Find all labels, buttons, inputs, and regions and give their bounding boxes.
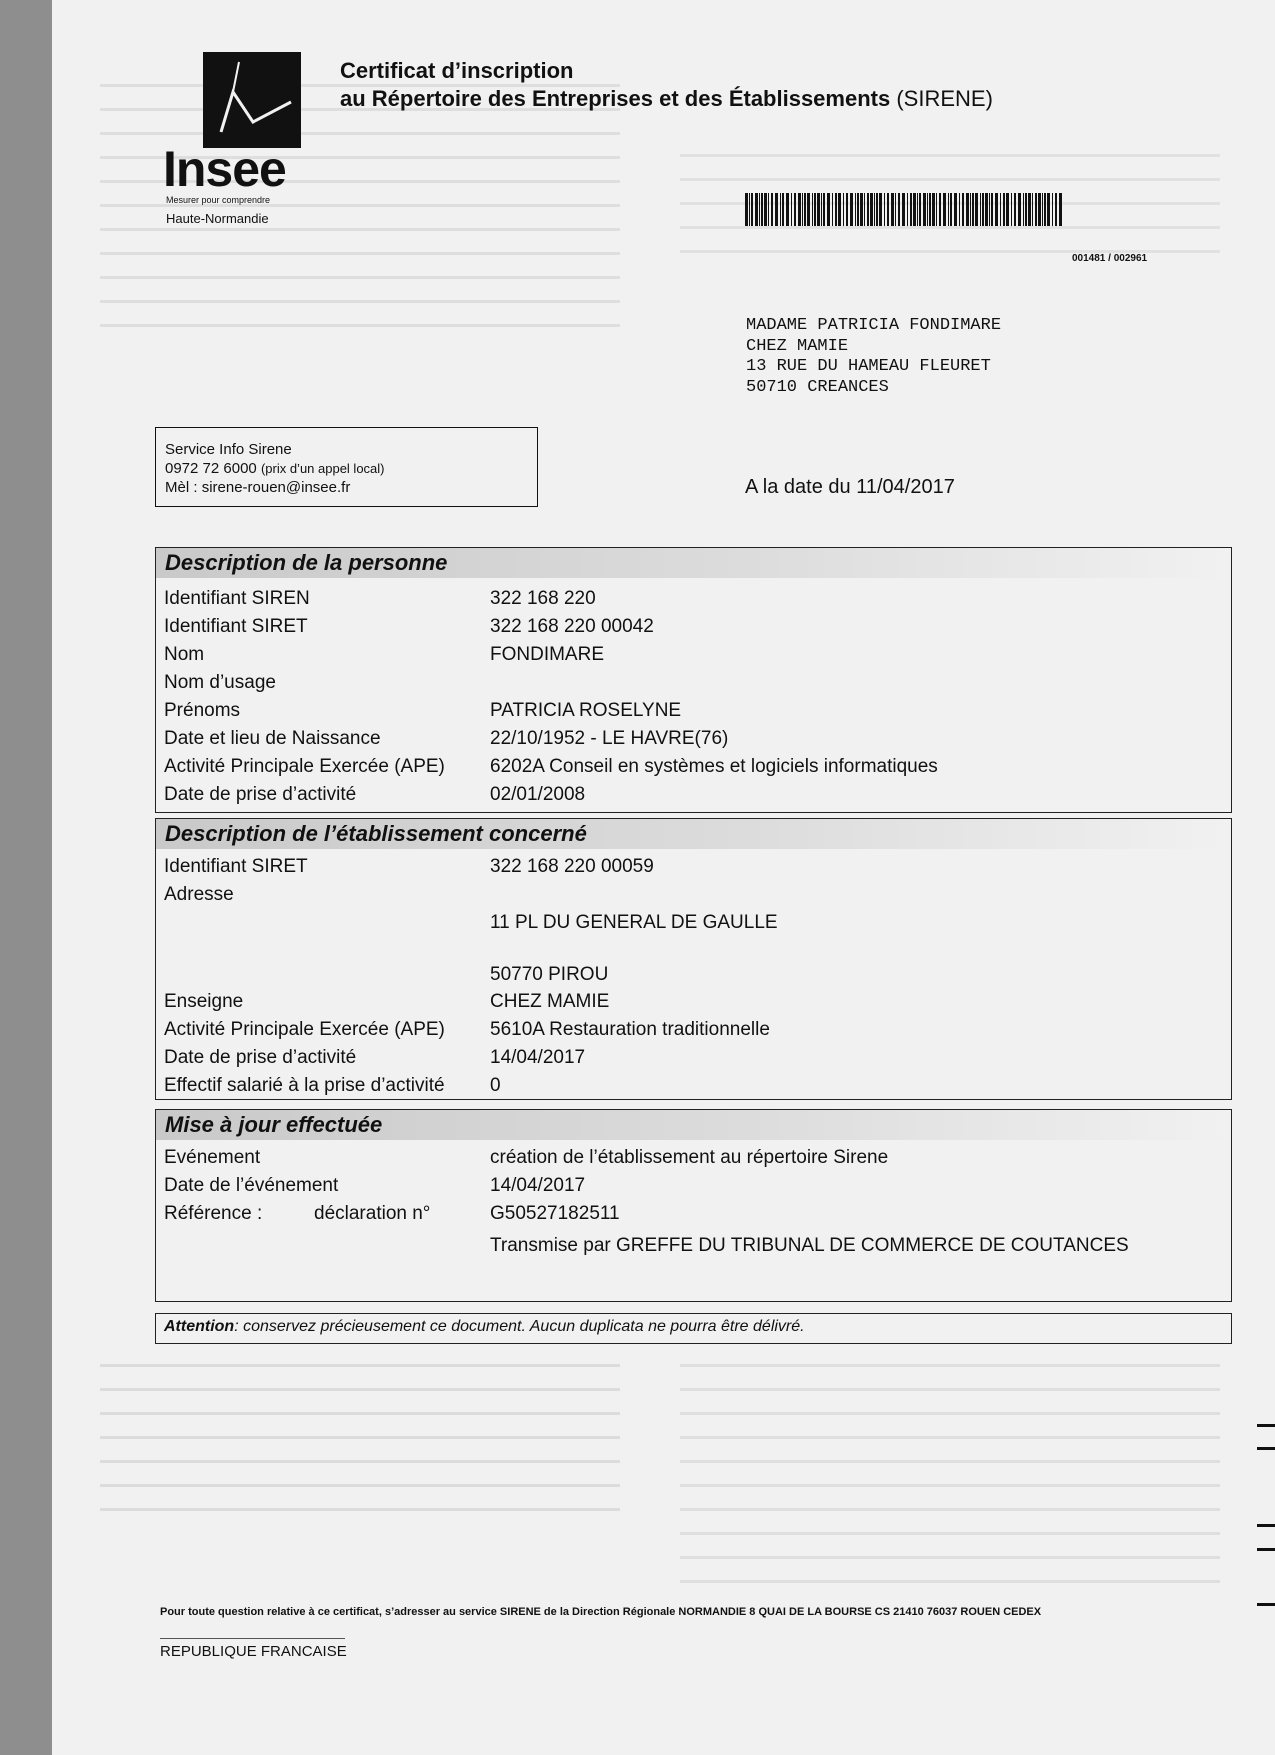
- barcode-bar: [1011, 193, 1012, 226]
- barcode-bar: [761, 193, 763, 226]
- update-section-heading: Mise à jour effectuée: [156, 1110, 1231, 1140]
- person-row-value: 322 168 220 00042: [490, 616, 654, 637]
- establishment-address-line-2-row: [164, 964, 1231, 992]
- establishment-address-line-1-row: [164, 912, 1231, 940]
- establishment-sign-label: Enseigne: [164, 991, 244, 1012]
- barcode-bar: [749, 193, 750, 226]
- barcode-bar: [745, 193, 748, 226]
- establishment-ape-label: Activité Principale Exercée (APE): [164, 1019, 445, 1040]
- barcode-bar: [902, 193, 905, 226]
- person-row-label: Activité Principale Exercée (APE): [164, 756, 445, 777]
- update-event-row: [164, 1147, 1231, 1175]
- service-email-label: Mèl :: [165, 479, 198, 496]
- person-row-value: FONDIMARE: [490, 644, 604, 665]
- barcode-bar: [898, 193, 900, 226]
- update-declaration-label: déclaration n°: [314, 1203, 431, 1224]
- edge-mark: [1257, 1548, 1275, 1551]
- person-row-value: 22/10/1952 - LE HAVRE(76): [490, 728, 729, 749]
- barcode-bar: [1032, 193, 1033, 226]
- barcode-bar: [850, 193, 853, 226]
- title-line-2-suffix: (SIRENE): [896, 86, 993, 111]
- person-row-value: 6202A Conseil en systèmes et logiciels informatiques: [490, 756, 938, 777]
- update-event-label: Evénement: [164, 1147, 261, 1168]
- establishment-address-line-2: 50770 PIROU: [490, 964, 609, 985]
- barcode-bar: [939, 193, 941, 226]
- barcode-bar: [827, 193, 830, 226]
- barcode-bar: [870, 193, 873, 226]
- establishment-staff-row: [164, 1075, 1231, 1103]
- barcode-bar: [950, 193, 952, 226]
- person-row-label: Date de prise d’activité: [164, 784, 357, 805]
- edge-mark: [1257, 1424, 1275, 1427]
- update-transmitted: Transmise par GREFFE DU TRIBUNAL DE COMMERCE DE COUTANCES: [490, 1235, 1129, 1256]
- update-event-date-row: [164, 1175, 1231, 1203]
- person-row-label: Nom: [164, 644, 205, 665]
- barcode-bar: [1023, 193, 1024, 226]
- barcode-bar: [927, 193, 928, 226]
- establishment-address-label-row: [164, 884, 1231, 912]
- person-row-value: PATRICIA ROSELYNE: [490, 700, 682, 721]
- footer-divider: [160, 1638, 345, 1639]
- barcode-bar: [755, 193, 758, 226]
- service-email-line: [165, 478, 537, 497]
- insee-region: Haute-Normandie: [166, 211, 269, 226]
- barcode-bar: [1038, 193, 1041, 226]
- barcode-bar: [786, 193, 789, 226]
- barcode-bar: [919, 193, 921, 226]
- establishment-address-line-1: 11 PL DU GENERAL DE GAULLE: [490, 912, 778, 933]
- service-phone: 0972 72 6000: [165, 460, 257, 477]
- barcode-bar: [835, 193, 837, 226]
- barcode-bar: [768, 193, 769, 226]
- barcode-bar: [804, 193, 806, 226]
- service-email: sirene-rouen@insee.fr: [201, 479, 351, 496]
- barcode-bar: [1014, 193, 1016, 226]
- establishment-siret-label: Identifiant SIRET: [164, 856, 308, 877]
- update-reference: G50527182511: [490, 1203, 620, 1224]
- document-number: 001481 / 002961: [1072, 253, 1148, 264]
- barcode-bar: [887, 193, 889, 226]
- edge-mark: [1257, 1447, 1275, 1450]
- barcode-bar: [995, 193, 998, 226]
- barcode-bar: [759, 193, 760, 226]
- update-section: [155, 1109, 1232, 1302]
- barcode: [745, 193, 1065, 226]
- update-event-date-label: Date de l’événement: [164, 1175, 339, 1196]
- barcode-bar: [817, 193, 820, 226]
- barcode-bar: [857, 193, 859, 226]
- barcode-bar: [1006, 193, 1009, 226]
- barcode-bar: [1000, 193, 1001, 226]
- barcode-bar: [782, 193, 784, 226]
- edge-mark: [1257, 1524, 1275, 1527]
- barcode-bar: [975, 193, 978, 226]
- barcode-bar: [812, 193, 813, 226]
- barcode-bar: [771, 193, 773, 226]
- barcode-bar: [860, 193, 863, 226]
- update-event: création de l’établissement au répertoire Sirene: [490, 1147, 889, 1168]
- barcode-bar: [879, 193, 882, 226]
- barcode-bar: [751, 193, 753, 226]
- establishment-address-label: Adresse: [164, 884, 234, 905]
- attention-label: Attention: [164, 1318, 235, 1335]
- barcode-bar: [966, 193, 969, 226]
- person-row: [164, 756, 1231, 784]
- title-line-1: Certificat d’inscription: [340, 58, 574, 83]
- establishment-section-heading: Description de l’établissement concerné: [156, 819, 1231, 849]
- insee-wordmark: Insee: [163, 141, 286, 197]
- barcode-bar: [1044, 193, 1046, 226]
- barcode-bar: [1003, 193, 1005, 226]
- establishment-start: 14/04/2017: [490, 1047, 586, 1068]
- recipient-line-4: 50710 CREANCES: [746, 377, 889, 397]
- person-row-value: 02/01/2008: [490, 784, 586, 805]
- barcode-bar: [972, 193, 974, 226]
- service-phone-note: (prix d’un appel local): [260, 461, 385, 476]
- barcode-bar: [764, 193, 767, 226]
- service-name: Service Info Sirene: [165, 441, 292, 458]
- barcode-bar: [936, 193, 937, 226]
- barcode-bar: [1028, 193, 1031, 226]
- barcode-bar: [821, 193, 822, 226]
- barcode-bar: [932, 193, 935, 226]
- barcode-bar: [802, 193, 803, 226]
- barcode-bar: [991, 193, 993, 226]
- barcode-bar: [1055, 193, 1057, 226]
- establishment-section: [155, 818, 1232, 1100]
- person-row: [164, 700, 1231, 728]
- barcode-bar: [962, 193, 964, 226]
- barcode-bar: [923, 193, 926, 226]
- establishment-siret-row: [164, 856, 1231, 884]
- barcode-bar: [867, 193, 869, 226]
- insee-logo-mark-icon: [203, 52, 301, 148]
- barcode-bar: [884, 193, 885, 226]
- update-transmitted-row: [164, 1235, 1231, 1263]
- attention-text: : conservez précieusement ce document. Aucun duplicata ne pourra être délivré.: [234, 1318, 805, 1335]
- barcode-bar: [832, 193, 833, 226]
- barcode-bar: [913, 193, 916, 226]
- establishment-start-label: Date de prise d’activité: [164, 1047, 357, 1068]
- barcode-bar: [929, 193, 931, 226]
- barcode-bar: [855, 193, 856, 226]
- person-row: [164, 616, 1231, 644]
- footer-note: Pour toute question relative à ce certificat, s’adresser au service SIRENE de la Direction Régionale NORMANDIE 8 QUAI DE LA BOURSE CS 21410 76037 ROUEN CEDEX: [160, 1606, 1042, 1618]
- barcode-bar: [775, 193, 778, 226]
- barcode-bar: [948, 193, 949, 226]
- republique-francaise: REPUBLIQUE FRANCAISE: [160, 1643, 347, 1660]
- recipient-line-2: CHEZ MAMIE: [746, 336, 849, 356]
- establishment-staff: 0: [490, 1075, 501, 1096]
- establishment-staff-label: Effectif salarié à la prise d’activité: [164, 1075, 445, 1096]
- person-section: [155, 547, 1232, 813]
- recipient-address: [746, 316, 1001, 398]
- certificate-date: A la date du 11/04/2017: [745, 476, 955, 498]
- service-phone-line: [165, 459, 537, 478]
- person-row-label: Identifiant SIREN: [164, 588, 310, 609]
- barcode-bar: [1042, 193, 1043, 226]
- barcode-bar: [876, 193, 878, 226]
- barcode-bar: [874, 193, 875, 226]
- barcode-bar: [917, 193, 918, 226]
- title-line-2: [340, 85, 993, 113]
- barcode-bar: [907, 193, 908, 226]
- barcode-bar: [982, 193, 984, 226]
- barcode-bar: [985, 193, 988, 226]
- establishment-ape-row: [164, 1019, 1231, 1047]
- barcode-bar: [814, 193, 816, 226]
- service-info-box: [155, 427, 538, 507]
- barcode-bar: [1059, 193, 1062, 226]
- title-line-2-main: au Répertoire des Entreprises et des Établissements: [340, 86, 891, 111]
- insee-logo: [163, 50, 308, 230]
- update-event-date: 14/04/2017: [490, 1175, 586, 1196]
- person-row: [164, 672, 1231, 700]
- establishment-ape: 5610A Restauration traditionnelle: [490, 1019, 770, 1040]
- person-row-value: 322 168 220: [490, 588, 596, 609]
- recipient-line-1: MADAME PATRICIA FONDIMARE: [746, 316, 1002, 335]
- update-reference-row: [164, 1203, 1231, 1231]
- barcode-bar: [1025, 193, 1027, 226]
- barcode-bar: [798, 193, 801, 226]
- barcode-bar: [980, 193, 981, 226]
- barcode-bar: [794, 193, 796, 226]
- person-section-heading: Description de la personne: [156, 548, 1231, 578]
- barcode-bar: [1035, 193, 1037, 226]
- barcode-bar: [807, 193, 810, 226]
- person-row: [164, 644, 1231, 672]
- establishment-siret: 322 168 220 00059: [490, 856, 654, 877]
- barcode-bar: [843, 193, 844, 226]
- barcode-bar: [838, 193, 841, 226]
- barcode-bar: [791, 193, 792, 226]
- establishment-sign-row: [164, 991, 1231, 1019]
- barcode-bar: [970, 193, 971, 226]
- barcode-bar: [959, 193, 960, 226]
- barcode-bar: [864, 193, 865, 226]
- person-row: [164, 588, 1231, 616]
- barcode-bar: [891, 193, 894, 226]
- barcode-bar: [780, 193, 781, 226]
- update-reference-label: Référence :: [164, 1203, 263, 1224]
- barcode-bar: [895, 193, 896, 226]
- attention-box: [155, 1313, 1232, 1344]
- barcode-bar: [910, 193, 912, 226]
- bleed-through-lower-right: [680, 1350, 1220, 1600]
- person-row-label: Prénoms: [164, 700, 241, 721]
- recipient-line-3: 13 RUE DU HAMEAU FLEURET: [746, 357, 991, 376]
- establishment-sign: CHEZ MAMIE: [490, 991, 610, 1012]
- barcode-bar: [943, 193, 946, 226]
- barcode-bar: [1018, 193, 1021, 226]
- person-row: [164, 784, 1231, 812]
- bleed-through-lower-left: [100, 1350, 620, 1520]
- person-row-label: Nom d’usage: [164, 672, 276, 693]
- person-row: [164, 728, 1231, 756]
- barcode-bar: [823, 193, 825, 226]
- page-title: [340, 57, 993, 113]
- establishment-start-row: [164, 1047, 1231, 1075]
- person-row-label: Date et lieu de Naissance: [164, 728, 381, 749]
- barcode-bar: [846, 193, 848, 226]
- insee-tagline: Mesurer pour comprendre: [166, 195, 271, 205]
- edge-mark: [1257, 1603, 1275, 1606]
- barcode-bar: [1047, 193, 1050, 226]
- barcode-bar: [1052, 193, 1053, 226]
- barcode-bar: [954, 193, 957, 226]
- barcode-bar: [989, 193, 990, 226]
- person-row-label: Identifiant SIRET: [164, 616, 308, 637]
